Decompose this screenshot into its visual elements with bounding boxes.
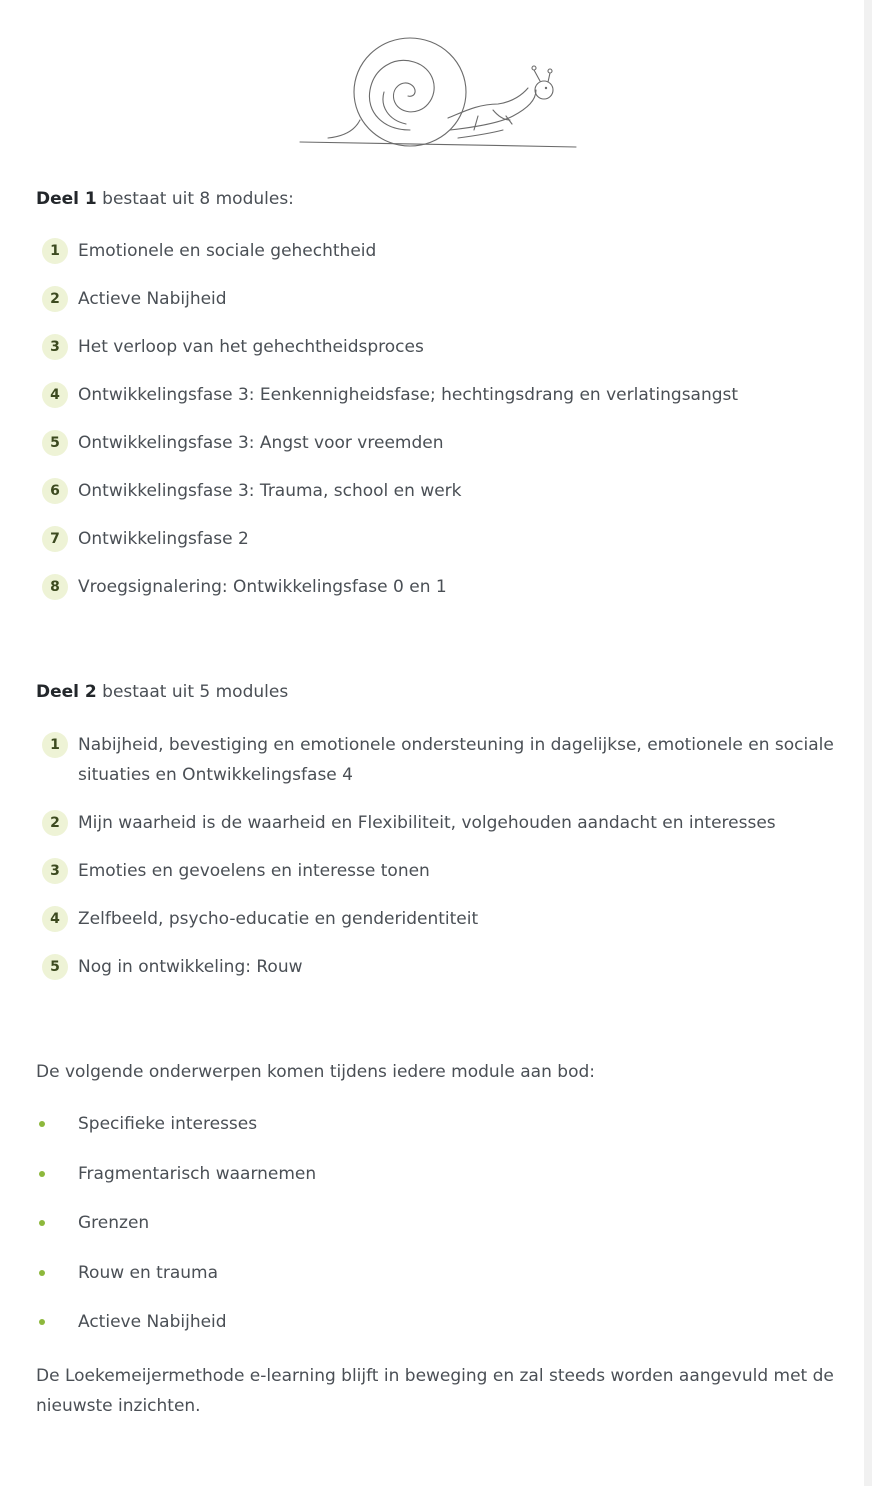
list-item — [36, 1208, 836, 1238]
module-title: Zelfbeeld, psycho-educatie en genderidentiteit — [78, 909, 479, 929]
list-item — [36, 1307, 836, 1337]
module-title: Emoties en gevoelens en interesse tonen — [78, 861, 430, 881]
bullet-icon — [39, 1171, 45, 1177]
module-number: 6 — [42, 478, 68, 504]
list-item — [36, 572, 836, 602]
module-title: Mijn waarheid is de waarheid en Flexibiliteit, volgehouden aandacht en interesses — [78, 813, 776, 833]
module-number: 7 — [42, 526, 68, 552]
scrollbar-track[interactable] — [864, 0, 872, 1486]
topic-label: Grenzen — [78, 1213, 150, 1233]
bullet-icon — [39, 1121, 45, 1127]
part2-intro — [36, 677, 836, 707]
bullet-icon — [39, 1270, 45, 1276]
topic-label: Fragmentarisch waarnemen — [78, 1163, 317, 1184]
part1-label: Deel 1 — [36, 189, 97, 209]
module-number: 8 — [42, 574, 68, 600]
module-number: 3 — [42, 858, 68, 884]
module-title: Het verloop van het gehechtheidsproces — [78, 337, 424, 357]
list-item — [36, 476, 836, 506]
bullet-icon — [39, 1220, 45, 1226]
topic-label: Actieve Nabijheid — [78, 1312, 227, 1332]
module-title: Ontwikkelingsfase 2 — [78, 529, 249, 549]
module-number: 2 — [42, 810, 68, 836]
part1-intro — [36, 184, 836, 214]
module-title: Vroegsignalering: Ontwikkelingsfase 0 en 1 — [78, 577, 447, 597]
list-item — [36, 730, 836, 790]
module-number: 5 — [42, 954, 68, 980]
module-title: Ontwikkelingsfase 3: Eenkennigheidsfase; hechtingsdrang en verlatingsangst — [78, 385, 739, 405]
topics-list — [36, 1109, 836, 1357]
module-title: Ontwikkelingsfase 3: Angst voor vreemden — [78, 433, 444, 453]
list-item — [36, 856, 836, 886]
module-number: 4 — [42, 906, 68, 932]
part2-module-list — [36, 730, 836, 1000]
module-number: 1 — [42, 238, 68, 264]
list-item — [36, 236, 836, 266]
part2-text: bestaat uit 5 modules — [96, 682, 289, 702]
snail-illustration — [298, 20, 580, 152]
list-item — [36, 428, 836, 458]
module-number: 2 — [42, 286, 68, 312]
module-title: Nog in ontwikkeling: Rouw — [78, 957, 303, 977]
list-item — [36, 1258, 836, 1288]
module-title: Nabijheid, bevestiging en emotionele ondersteuning in dagelijkse, emotionele en sociale situaties en Ontwikkelingsfase 4 — [78, 735, 834, 785]
list-item — [36, 332, 836, 362]
list-item — [36, 808, 836, 838]
topics-intro: De volgende onderwerpen komen tijdens iedere module aan bod: — [36, 1062, 595, 1082]
module-number: 3 — [42, 334, 68, 360]
module-title: Ontwikkelingsfase 3: Trauma, school en werk — [78, 481, 462, 501]
module-number: 5 — [42, 430, 68, 456]
part1-text: bestaat uit 8 modules: — [96, 189, 294, 209]
part1-module-list — [36, 236, 836, 620]
list-item — [36, 284, 836, 314]
list-item — [36, 524, 836, 554]
list-item — [36, 1159, 836, 1189]
list-item — [36, 1109, 836, 1139]
list-item — [36, 904, 836, 934]
module-number: 1 — [42, 732, 68, 758]
list-item — [36, 952, 836, 982]
module-number: 4 — [42, 382, 68, 408]
closing-paragraph: De Loekemeijermethode e-learning blijft in beweging en zal steeds worden aangevuld met de nieuwste inzichten. — [36, 1366, 834, 1416]
module-title: Emotionele en sociale gehechtheid — [78, 241, 377, 261]
topic-label: Specifieke interesses — [78, 1114, 258, 1134]
topic-label: Rouw en trauma — [78, 1262, 218, 1283]
part2-label: Deel 2 — [36, 682, 97, 702]
module-title: Actieve Nabijheid — [78, 289, 227, 309]
list-item — [36, 380, 836, 410]
bullet-icon — [39, 1319, 45, 1325]
